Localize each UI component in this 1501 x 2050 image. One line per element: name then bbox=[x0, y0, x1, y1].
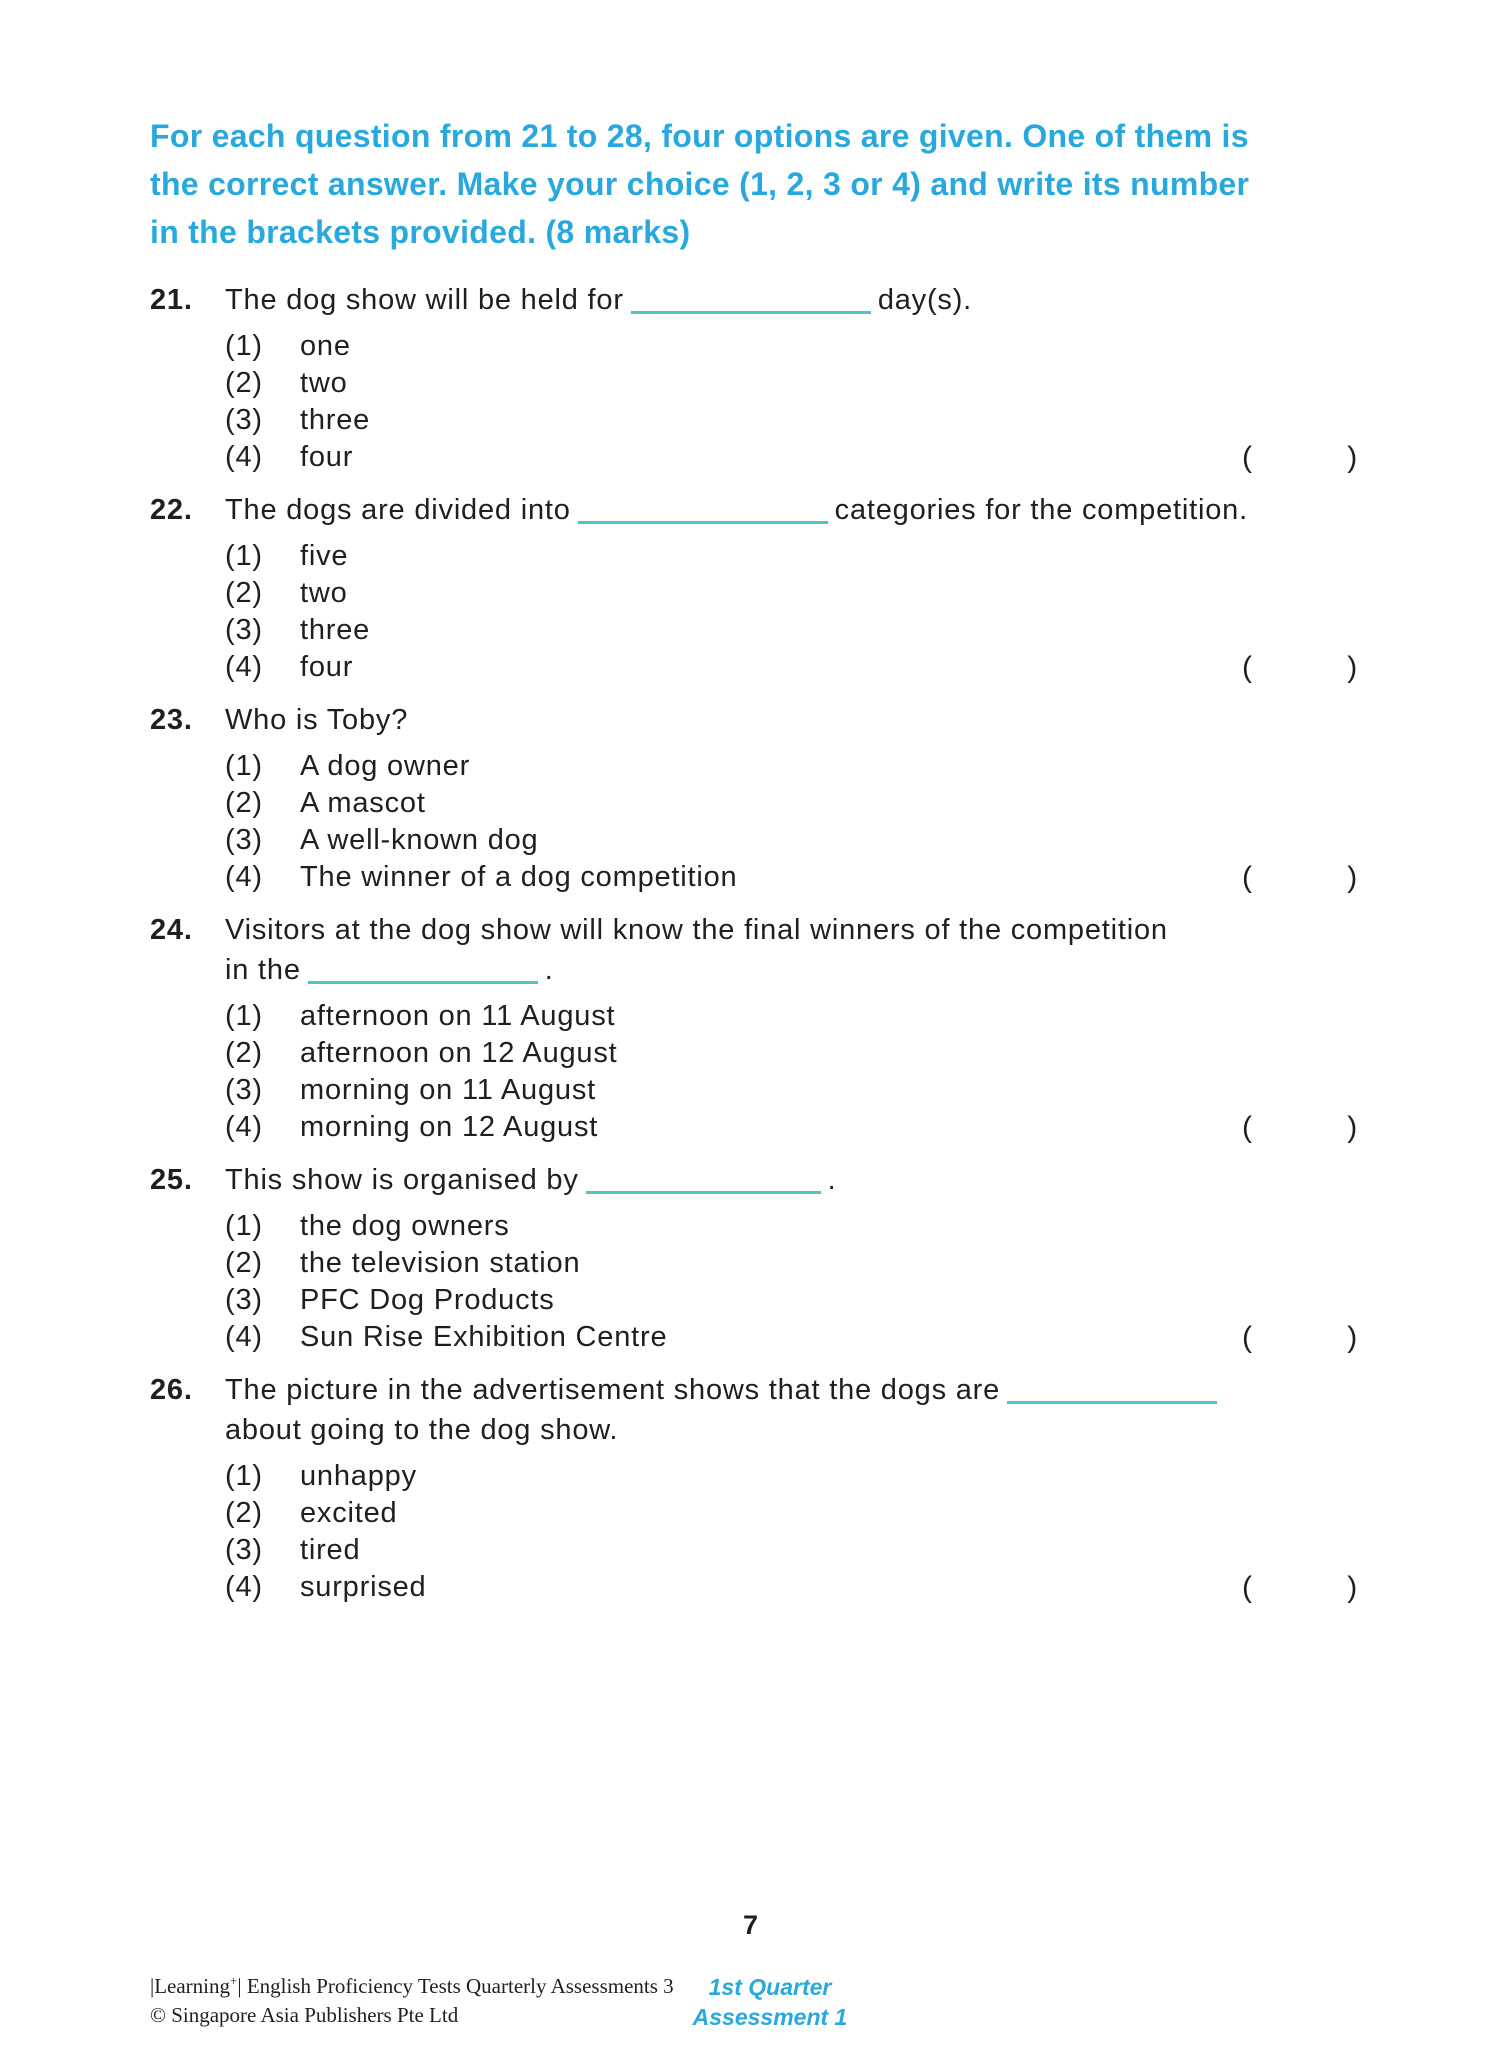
option-label: afternoon on 11 August bbox=[300, 1000, 616, 1032]
question-text-pre: The dogs are divided into bbox=[225, 494, 571, 526]
question-text-post: day(s). bbox=[877, 284, 973, 316]
question-text bbox=[225, 1160, 1360, 1200]
question-number: 21. bbox=[150, 284, 193, 316]
option-row bbox=[225, 1319, 1360, 1356]
option-number: (2) bbox=[225, 1497, 263, 1529]
option-label: one bbox=[300, 330, 351, 362]
question-text-line-1: Visitors at the dog show will know the final winners of the competition bbox=[225, 914, 1168, 946]
instruction-line: For each question from 21 to 28, four options are given. One of them is bbox=[150, 118, 1249, 154]
options-list bbox=[225, 748, 1360, 896]
option-label: unhappy bbox=[300, 1460, 417, 1492]
bracket-close-paren: ) bbox=[1347, 861, 1358, 894]
question-21 bbox=[150, 280, 1360, 476]
option-row bbox=[225, 365, 1360, 402]
options-list bbox=[225, 1458, 1360, 1606]
answer-bracket bbox=[1242, 859, 1358, 896]
bracket-close-paren: ) bbox=[1347, 441, 1358, 474]
instruction-line: in the brackets provided. (8 marks) bbox=[150, 214, 691, 250]
answer-bracket bbox=[1242, 1319, 1358, 1356]
option-label: four bbox=[300, 441, 354, 473]
option-label: three bbox=[300, 404, 371, 436]
question-number: 25. bbox=[150, 1164, 193, 1196]
option-label: two bbox=[300, 577, 348, 609]
option-row bbox=[225, 1109, 1360, 1146]
bracket-close-paren: ) bbox=[1347, 1111, 1358, 1144]
option-number: (2) bbox=[225, 1037, 263, 1069]
footer-series-title: |Learning bbox=[150, 1974, 231, 1998]
question-25 bbox=[150, 1160, 1360, 1356]
option-number: (4) bbox=[225, 1571, 263, 1603]
option-row bbox=[225, 1532, 1360, 1569]
option-row bbox=[225, 1458, 1360, 1495]
option-number: (2) bbox=[225, 1247, 263, 1279]
option-number: (3) bbox=[225, 824, 263, 856]
option-label: tired bbox=[300, 1534, 361, 1566]
answer-blank bbox=[578, 517, 828, 524]
options-list bbox=[225, 998, 1360, 1146]
options-list bbox=[225, 538, 1360, 686]
footer-credit-line-2: © Singapore Asia Publishers Pte Ltd bbox=[150, 2003, 459, 2027]
option-row bbox=[225, 649, 1360, 686]
option-label: afternoon on 12 August bbox=[300, 1037, 618, 1069]
option-label: four bbox=[300, 651, 354, 683]
question-text-pre: This show is organised by bbox=[225, 1164, 579, 1196]
option-number: (3) bbox=[225, 1284, 263, 1316]
bracket-open-paren: ( bbox=[1242, 1571, 1253, 1604]
option-row bbox=[225, 1569, 1360, 1606]
option-label: three bbox=[300, 614, 371, 646]
footer-assessment-line-2: Assessment 1 bbox=[692, 2004, 848, 2030]
question-number: 23. bbox=[150, 704, 193, 736]
answer-bracket bbox=[1242, 1569, 1358, 1606]
question-text-line-1 bbox=[225, 1370, 1360, 1410]
bracket-close-paren: ) bbox=[1347, 651, 1358, 684]
question-24 bbox=[150, 910, 1360, 1146]
option-label: A dog owner bbox=[300, 750, 471, 782]
question-number: 26. bbox=[150, 1374, 193, 1406]
option-number: (1) bbox=[225, 1000, 263, 1032]
option-label: two bbox=[300, 367, 348, 399]
section-instructions bbox=[150, 112, 1360, 256]
answer-bracket bbox=[1242, 649, 1358, 686]
option-row bbox=[225, 402, 1360, 439]
option-row bbox=[225, 1035, 1360, 1072]
footer-assessment-label bbox=[650, 1972, 890, 2032]
option-number: (3) bbox=[225, 404, 263, 436]
option-label: the dog owners bbox=[300, 1210, 510, 1242]
option-row bbox=[225, 575, 1360, 612]
option-row bbox=[225, 822, 1360, 859]
options-list bbox=[225, 328, 1360, 476]
footer-plus-sup: + bbox=[230, 1973, 238, 1988]
option-label: five bbox=[300, 540, 349, 572]
option-row bbox=[225, 612, 1360, 649]
bracket-open-paren: ( bbox=[1242, 651, 1253, 684]
option-number: (1) bbox=[225, 1210, 263, 1242]
option-number: (4) bbox=[225, 1111, 263, 1143]
option-label: A well-known dog bbox=[300, 824, 539, 856]
option-row bbox=[225, 1245, 1360, 1282]
footer-assessment-line-1: 1st Quarter bbox=[708, 1974, 832, 2000]
question-number: 24. bbox=[150, 914, 193, 946]
bracket-open-paren: ( bbox=[1242, 861, 1253, 894]
option-row bbox=[225, 1495, 1360, 1532]
answer-blank bbox=[308, 977, 538, 984]
question-text-line-2: about going to the dog show. bbox=[225, 1414, 619, 1446]
question-text-pre: The dog show will be held for bbox=[225, 284, 624, 316]
answer-blank bbox=[586, 1187, 821, 1194]
option-row bbox=[225, 439, 1360, 476]
question-text bbox=[225, 490, 1360, 530]
footer-credit-line-1 bbox=[150, 1966, 674, 2001]
question-26 bbox=[150, 1370, 1360, 1606]
option-number: (1) bbox=[225, 750, 263, 782]
option-label: surprised bbox=[300, 1571, 427, 1603]
options-list bbox=[225, 1208, 1360, 1356]
option-label: A mascot bbox=[300, 787, 426, 819]
question-text-post: categories for the competition. bbox=[834, 494, 1248, 526]
answer-bracket bbox=[1242, 439, 1358, 476]
footer-credits bbox=[150, 1966, 674, 2030]
question-number: 22. bbox=[150, 494, 193, 526]
option-row bbox=[225, 998, 1360, 1035]
question-text-pre: The picture in the advertisement shows that the dogs are bbox=[225, 1374, 1001, 1406]
answer-bracket bbox=[1242, 1109, 1358, 1146]
option-label: morning on 11 August bbox=[300, 1074, 596, 1106]
option-label: morning on 12 August bbox=[300, 1111, 599, 1143]
option-row bbox=[225, 1072, 1360, 1109]
option-row bbox=[225, 328, 1360, 365]
option-number: (4) bbox=[225, 861, 263, 893]
option-row bbox=[225, 1282, 1360, 1319]
page-content bbox=[150, 112, 1360, 1620]
option-number: (2) bbox=[225, 787, 263, 819]
option-number: (2) bbox=[225, 367, 263, 399]
option-number: (3) bbox=[225, 614, 263, 646]
option-label: excited bbox=[300, 1497, 398, 1529]
option-number: (4) bbox=[225, 441, 263, 473]
bracket-close-paren: ) bbox=[1347, 1321, 1358, 1354]
footer-series-subtitle: | English Proficiency Tests Quarterly Assessments 3 bbox=[237, 1974, 674, 1998]
answer-blank bbox=[631, 307, 871, 314]
bracket-open-paren: ( bbox=[1242, 1321, 1253, 1354]
bracket-open-paren: ( bbox=[1242, 441, 1253, 474]
question-text-post: . bbox=[544, 954, 554, 986]
option-row bbox=[225, 1208, 1360, 1245]
bracket-close-paren: ) bbox=[1347, 1571, 1358, 1604]
option-number: (1) bbox=[225, 330, 263, 362]
option-row bbox=[225, 748, 1360, 785]
option-row bbox=[225, 859, 1360, 896]
question-text-line-2 bbox=[225, 950, 1360, 990]
question-text-post: . bbox=[827, 1164, 837, 1196]
option-label: The winner of a dog competition bbox=[300, 861, 738, 893]
question-text bbox=[225, 910, 1360, 990]
option-number: (2) bbox=[225, 577, 263, 609]
question-text bbox=[225, 280, 1360, 320]
option-number: (4) bbox=[225, 1321, 263, 1353]
option-number: (3) bbox=[225, 1534, 263, 1566]
bracket-open-paren: ( bbox=[1242, 1111, 1253, 1144]
option-label: the television station bbox=[300, 1247, 581, 1279]
answer-blank bbox=[1007, 1397, 1217, 1404]
option-number: (1) bbox=[225, 540, 263, 572]
instruction-line: the correct answer. Make your choice (1, 2, 3 or 4) and write its number bbox=[150, 166, 1250, 202]
option-row bbox=[225, 538, 1360, 575]
option-label: PFC Dog Products bbox=[300, 1284, 555, 1316]
question-text-pre: Who is Toby? bbox=[225, 704, 409, 736]
page-number: 7 bbox=[742, 1910, 759, 1940]
option-number: (4) bbox=[225, 651, 263, 683]
option-number: (1) bbox=[225, 1460, 263, 1492]
question-text bbox=[225, 1370, 1360, 1450]
question-23 bbox=[150, 700, 1360, 896]
option-label: Sun Rise Exhibition Centre bbox=[300, 1321, 668, 1353]
question-text bbox=[225, 700, 1360, 740]
question-text-pre: in the bbox=[225, 954, 301, 986]
option-number: (3) bbox=[225, 1074, 263, 1106]
question-22 bbox=[150, 490, 1360, 686]
option-row bbox=[225, 785, 1360, 822]
